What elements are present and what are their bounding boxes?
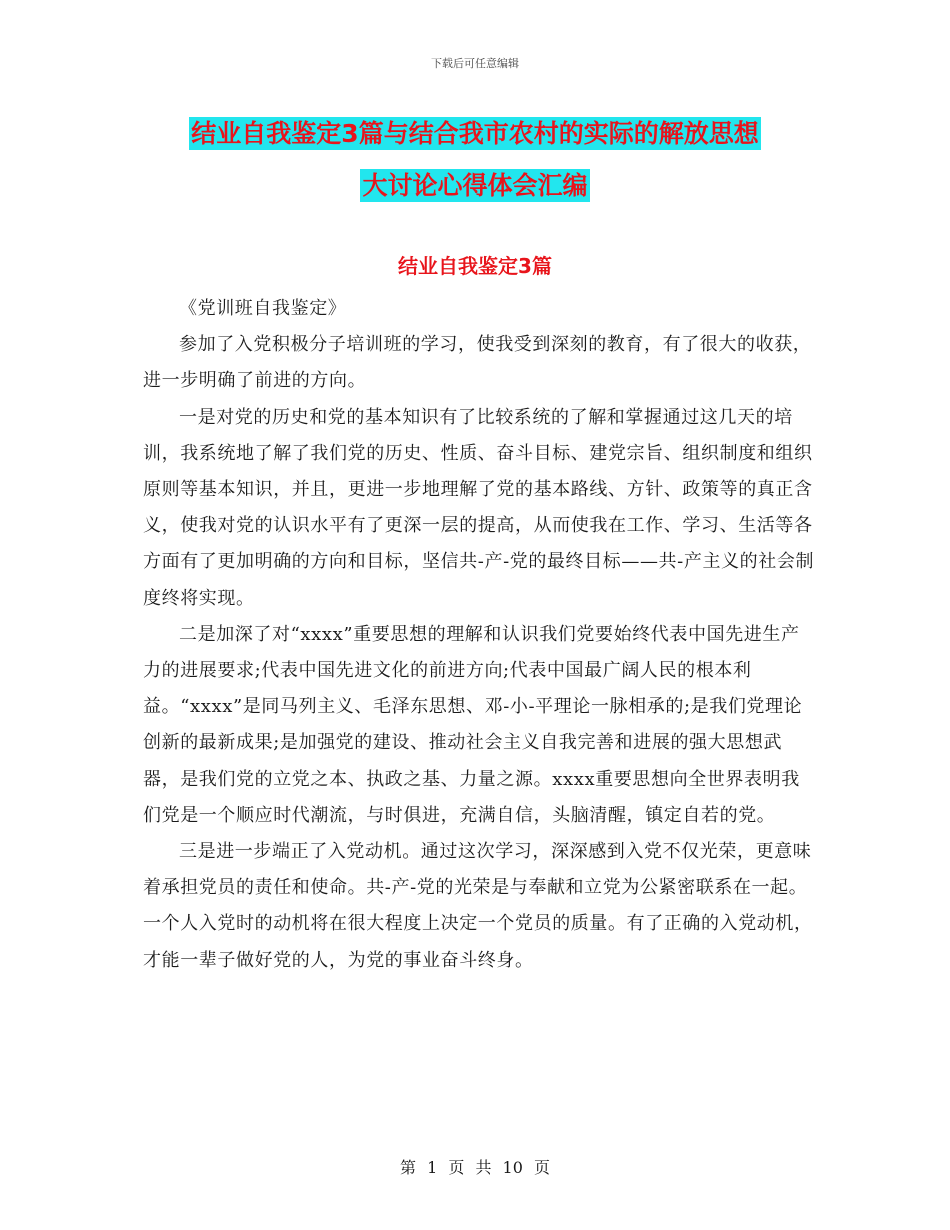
document-name: 《党训班自我鉴定》 — [179, 298, 347, 319]
paragraph-4: 三是进一步端正了入党动机。通过这次学习，深深感到入党不仅光荣，更意味着承担党员的责任和使命。共-产-党的光荣是与奉献和立党为公紧密联系在一起。一个人入党时的动机将在很大程度上决定一个党员的质量。有了正确的入党动机，才能一辈子做好党的人，为党的事业奋斗终身。 — [143, 841, 813, 971]
paragraph-3: 二是加深了对“xxxx”重要思想的理解和认识我们党要始终代表中国先进生产力的进展要求;代表中国先进文化的前进方向;代表中国最广阔人民的根本利益。“xxxx”是同马列主义、毛泽东思想、邓-小-平理论一脉相承的;是我们党理论创新的最新成果;是加强党的建设、推动社会主义自我完善和进展的强大思想武器，是我们党的立党之本、执政之基、力量之源。xxxx重要思想向全世界表明我们党是一个顺应时代潮流，与时俱进，充满自信，头脑清醒，镇定自若的党。 — [143, 623, 803, 826]
section-title: 结业自我鉴定3篇 — [398, 254, 552, 278]
document-body — [143, 291, 818, 979]
page-footer: 第 1 页 共 10 页 — [400, 1158, 550, 1177]
page-header-note: 下载后可任意编辑 — [431, 57, 519, 70]
document-title — [150, 108, 800, 212]
paragraph-2: 一是对党的历史和党的基本知识有了比较系统的了解和掌握通过这几天的培训，我系统地了解了我们党的历史、性质、奋斗目标、建党宗旨、组织制度和组织原则等基本知识，并且，更进一步地理解了党的基本路线、方针、政策等的真正含义，使我对党的认识水平有了更深一层的提高，从而使我在工作、学习、生活等各方面有了更加明确的方向和目标，坚信共-产-党的最终目标——共-产主义的社会制度终将实现。 — [143, 406, 815, 609]
document-title-line-1: 结业自我鉴定3篇与结合我市农村的实际的解放思想 — [191, 119, 759, 148]
document-title-line-2: 大讨论心得体会汇编 — [362, 171, 588, 200]
paragraph-1: 参加了入党积极分子培训班的学习，使我受到深刻的教育，有了很大的收获，进一步明确了前进的方向。 — [143, 334, 812, 392]
